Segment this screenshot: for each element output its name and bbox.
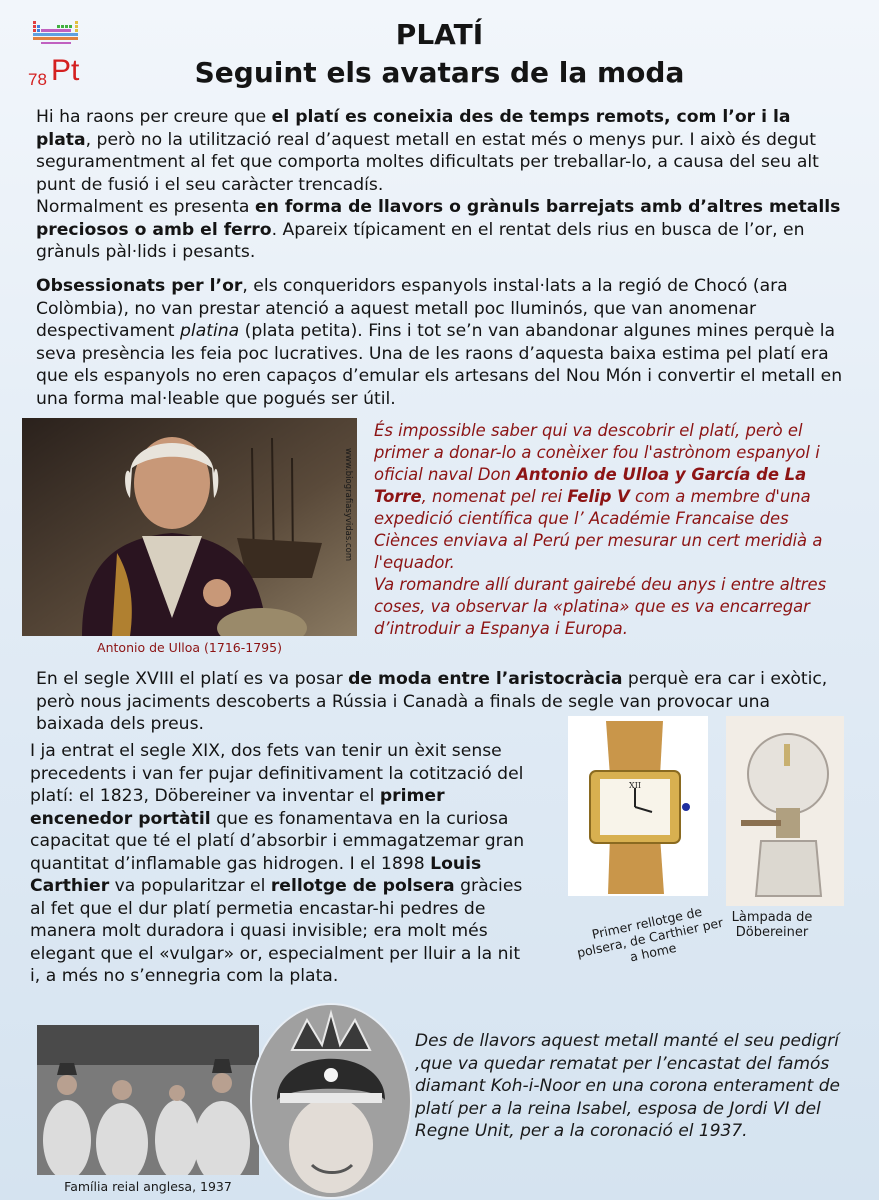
nineteenth-text-4: gràcies al fet que el dur platí permetia encastar-hi pedres de manera molt duradora i quasi invisible; era molt més elegant que el «vulgar» or, especialment per lluir a la nit i, a més no s’ennegria com la plata. [30,876,523,986]
fashion-bold: de moda entre l’aristocràcia [348,669,623,689]
watch-bold: rellotge de polsera [270,876,455,896]
intro-text-2: , però no la utilització real d’aquest metall en estat més o menys pur. I això és degut seguramentment al fet que comporta moltes dificultats per treballar-lo, a causa del seu alt punt de fusió i el seu caràcter trencadís. [36,129,819,195]
fashion-text-1: En el segle XVIII el platí es va posar [36,669,349,689]
nineteenth-paragraph [30,740,535,988]
intro-text-3: Normalment es presenta [36,197,255,217]
royal-family-photo [37,1025,259,1175]
element-symbol: Pt [51,54,80,87]
fashion-paragraph [36,668,836,736]
platina-term: platina [180,321,240,341]
intro-bold-2: en forma de llavors o grànuls barrejats amb d’altres metalls preciosos o amb el ferro [36,197,841,240]
royal-caption: Família reial anglesa, 1937 [64,1179,232,1194]
nineteenth-text-2: que es fonamentava en la curiosa capacitat que té el platí d’absorbir i emmagatzemar gran quantitat d’inflamable gas hidrogen. I el 1898 [30,808,525,874]
conquerors-paragraph [36,275,851,410]
portrait-watermark: www.biografiasyvidas.com [343,448,353,562]
conquerors-text-2: (plata petita). Fins i tot se’n van abandonar algunes mines perquè la seva presència les feia poc lucratives. Una de les raons d’aquesta baixa estima pel platí era que els espanyols no eren capaços d’emular els artesans del Nou Món i convertir el metall en una forma mal·leable que pogués ser útil. [36,321,843,409]
ulloa-text-2: , nomenat pel rei [421,487,568,506]
intro-text-1: Hi ha raons per creure que [36,107,272,127]
fashion-text-2: perquè era car i exòtic, però nous jaciments descoberts a Rússia i Canadà a finals de segle van provocar una baixada dels preus. [36,669,828,734]
ulloa-text [374,420,854,640]
page-title: PLATÍ [395,18,484,51]
ulloa-text-3: com a membre d'una expedició científica que l’ Académie Francaise des Ciènces enviava al Perú per mesurar un cert meridià a l'equador. [374,487,823,572]
king-name: Felip V [567,487,630,506]
ulloa-name: Antonio de Ulloa y García de La Torre [374,465,807,506]
royal-text: Des de llavors aquest metall manté el seu pedigrí ,que va quedar rematat per l’encastat del famós diamant Koh-i-Noor en una corona enterament de platí per a la reina Isabel, esposa de Jordi VI del Regne Unit, per a la coronació el 1937. [415,1031,840,1141]
ulloa-portrait [22,418,357,636]
lamp-caption: Làmpada de Döbereiner [731,910,813,940]
intro-text-4: . Apareix típicament en el rentat dels rius en busca de l’or, en grànuls pàl·lids i pesants. [36,219,805,262]
intro-bold-1: el platí es coneixia des de temps remots, com l’or i la plata [36,107,791,150]
lighter-bold: primer encenedor portàtil [30,786,445,829]
dobereiner-lamp-image [726,716,844,906]
queen-portrait [250,1003,412,1199]
ulloa-text-1: És impossible saber qui va descobrir el platí, però el primer a donar-lo a conèixer fou l'astrònom espanyol i oficial naval Don [374,421,820,484]
cartier-watch-image [568,716,708,896]
ulloa-caption: Antonio de Ulloa (1716-1795) [97,640,282,655]
watch-caption: Primer rellotge de polsera, de Carthier per a home [575,903,725,965]
nineteenth-text-1: I ja entrat el segle XIX, dos fets van tenir un èxit sense precedents i van fer pujar definitivament la cotització del platí: el 1823, Döbereiner va inventar el [30,741,524,806]
svg-text:XII: XII [629,781,642,790]
ulloa-text-4: Va romandre allí durant gairebé deu anys i entre altres coses, va observar la «platina» que es va encarregar d’introduir a Espanya i Europa. [374,575,827,638]
nineteenth-text-3: va popularitzar el [109,876,271,896]
conquerors-bold: Obsessionats per l’or [36,276,243,296]
atomic-number: 78 [28,70,47,89]
intro-paragraph [36,106,851,264]
conquerors-text-1: , els conqueridors espanyols instal·lats a la regió de Chocó (ara Colòmbia), no van prestar atenció a aquest metall poc lluminós, que van anomenar despectivament [36,276,788,341]
page-subtitle: Seguint els avatars de la moda [194,56,685,89]
carthier-bold: Louis Carthier [30,853,482,896]
